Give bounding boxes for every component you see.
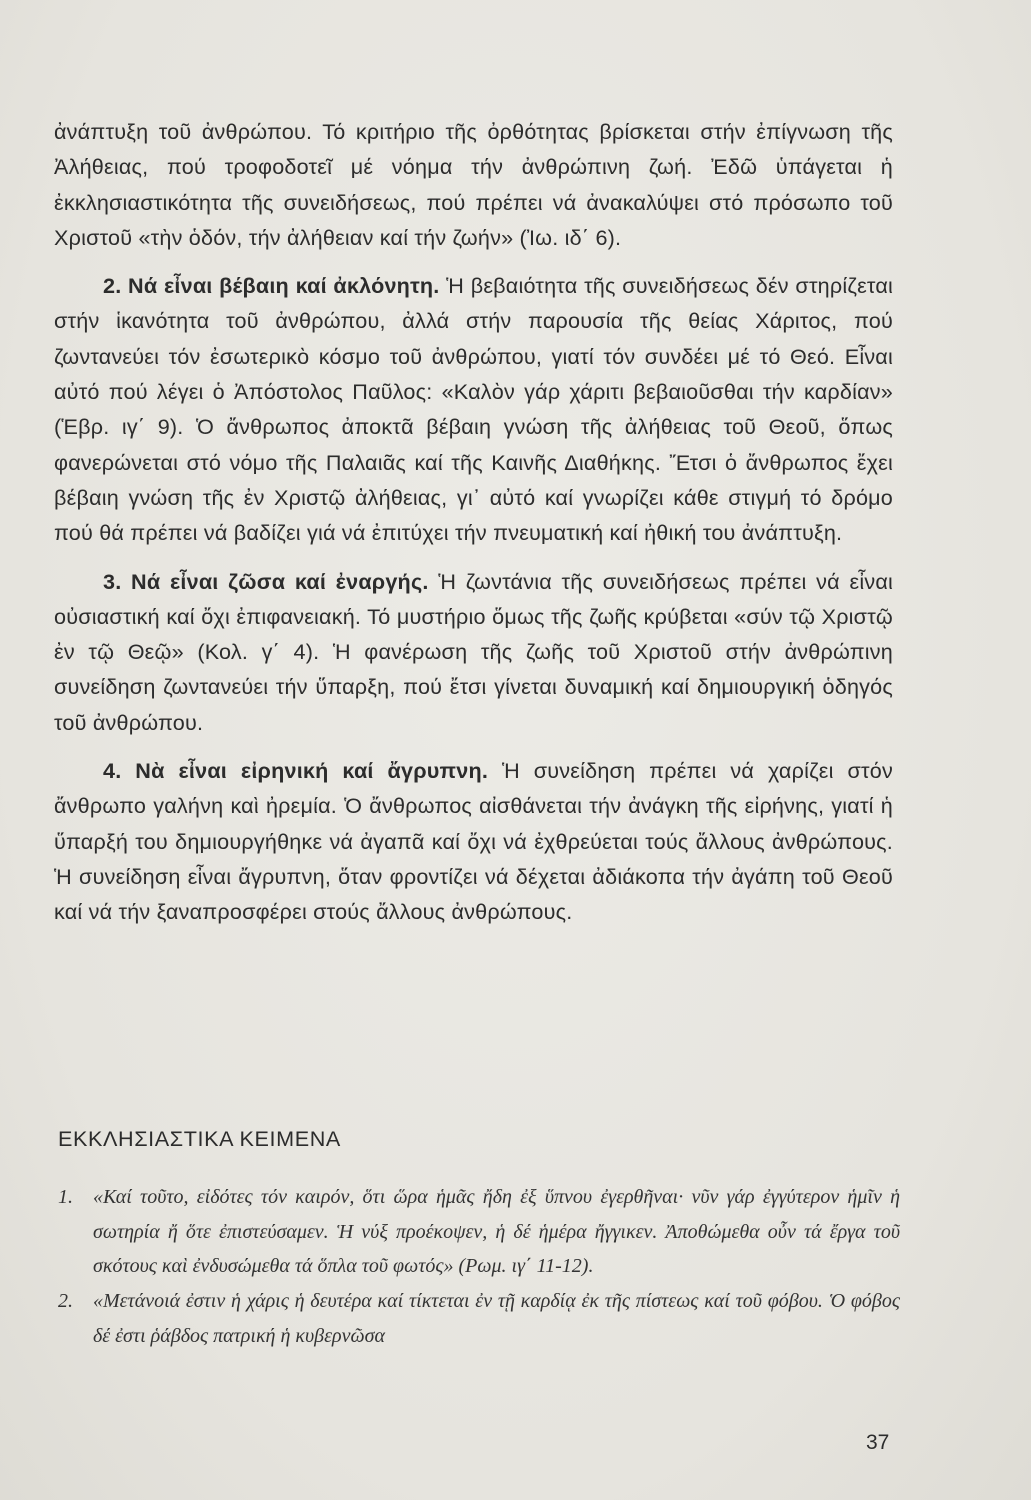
quote-item bbox=[58, 1180, 900, 1284]
paragraph-text: Ἡ ζωντάνια τῆς συνειδήσεως πρέπει νά εἶναι οὐσιαστική καί ὄχι ἐπιφανειακή. Τό μυστήριο ὅμως τῆς ζωῆς κρύβεται «σύν τῷ Χριστῷ ἐν τῷ Θεῷ» (Κολ. γ΄ 4). Ἡ φανέρωση τῆς ζωῆς τοῦ Χριστοῦ στήν ἀνθρώπινη συνείδηση ζωντανεύει τήν ὕπαρξη, πού ἔτσι γίνεται δυναμική καί δημιουργική ὁδηγός τοῦ ἀνθρώπου. bbox=[54, 568, 893, 735]
paragraph-intro bbox=[54, 114, 893, 255]
paragraph-text: Ἡ βεβαιότητα τῆς συνειδήσεως δέν στηρίζεται στήν ἱκανότητα τοῦ ἀνθρώπου, ἀλλά στήν παρουσία τῆς θείας Χάριτος, πού ζωντανεύει τόν ἐσωτερικὸ κόσμο τοῦ ἀνθρώπου, γιατί τόν συνδέει μέ τό Θεό. Εἶναι αὐτό πού λέγει ὁ Ἀπόστολος Παῦλος: «Καλὸν γάρ χάριτι βεβαιοῦσθαι τήν καρδίαν» (Ἑβρ. ιγ΄ 9). Ὁ ἄνθρωπος ἀποκτᾶ βέβαιη γνώση τῆς ἀλήθειας τοῦ Θεοῦ, ὅπως φανερώνεται στό νόμο τῆς Παλαιᾶς καί τῆς Καινῆς Διαθήκης. Ἔτσι ὁ ἄνθρωπος ἔχει βέβαιη γνώση τῆς ἐν Χριστῷ ἀλήθειας, γι᾽ αὐτό καί γνωρίζει κάθε στιγμή τό δρόμο πού θά πρέπει νά βαδίζει γιά νά ἐπιτύχει τήν πνευματική καί ἠθική του ἀνάπτυξη. bbox=[54, 273, 894, 546]
section-title: ΕΚΚΛΗΣΙΑΣΤΙΚΑ ΚΕΙΜΕΝΑ bbox=[58, 1126, 341, 1151]
quotes-list bbox=[58, 1180, 900, 1354]
quote-item bbox=[58, 1284, 900, 1353]
body-text bbox=[54, 114, 893, 930]
quote-text: «Μετάνοιά ἐστιν ἡ χάρις ἡ δευτέρα καί τίκτεται ἐν τῇ καρδίᾳ ἐκ τῆς πίστεως καί τοῦ φόβου. Ὁ φόβος δέ ἐστι ῥάβδος πατρική ἡ κυβερνῶσα bbox=[93, 1290, 900, 1347]
paragraph-section-3 bbox=[54, 564, 893, 740]
paragraph-section-4 bbox=[54, 753, 893, 929]
quote-text: «Καί τοῦτο, εἰδότες τόν καιρόν, ὅτι ὥρα ἡμᾶς ἤδη ἐξ ὕπνου ἐγερθῆναι· νῦν γάρ ἐγγύτερον ἡμῖν ἡ σωτηρία ἤ ὅτε ἐπιστεύσαμεν. Ἡ νύξ προέκοψεν, ἡ δέ ἡμέρα ἤγγικεν. Ἀποθώμεθα οὖν τά ἔργα τοῦ σκότους καὶ ἐνδυσώμεθα τά ὅπλα τοῦ φωτός» (Ρωμ. ιγ΄ 11-12). bbox=[93, 1186, 900, 1278]
paragraph-section-2 bbox=[54, 268, 893, 550]
section-heading: 4. Νὰ εἶναι εἰρηνική καί ἄγρυπνη. bbox=[103, 758, 489, 784]
section-heading: 2. Νά εἶναι βέβαιη καί ἀκλόνητη. bbox=[103, 273, 440, 299]
paragraph-text: ἀνάπτυξη τοῦ ἀνθρώπου. Τό κριτήριο τῆς ὀρθότητας βρίσκεται στήν ἐπίγνωση τῆς Ἀλήθειας, πού τροφοδοτεῖ μέ νόημα τήν ἀνθρώπινη ζωή. Ἐδῶ ὑπάγεται ἡ ἐκκλησιαστικότητα τῆς συνειδήσεως, πού πρέπει νά ἀνακαλύψει στό πρόσωπο τοῦ Χριστοῦ «τὴν ὁδόν, τήν ἀλήθειαν καί τήν ζωήν» (Ἰω. ιδ΄ 6). bbox=[54, 119, 893, 250]
paragraph-text: Ἡ συνείδηση πρέπει νά χαρίζει στόν ἄνθρωπο γαλήνη καὶ ἠρεμία. Ὁ ἄνθρωπος αἰσθάνεται τήν ἀνάγκη τῆς εἰρήνης, γιατί ἡ ὕπαρξή του δημιουργήθηκε νά ἀγαπᾶ καί ὄχι νά ἐχθρεύεται τούς ἄλλους ἀνθρώπους. Ἡ συνείδηση εἶναι ἄγρυπνη, ὅταν φροντίζει νά δέχεται ἀδιάκοπα τήν ἀγάπη τοῦ Θεοῦ καί νά τήν ξαναπροσφέρει στούς ἄλλους ἀνθρώπους. bbox=[54, 758, 893, 925]
section-heading: 3. Νά εἶναι ζῶσα καί ἐναργής. bbox=[103, 568, 429, 594]
page-number: 37 bbox=[866, 1431, 890, 1454]
quote-number: 2. bbox=[58, 1290, 73, 1313]
quote-number: 1. bbox=[58, 1186, 73, 1208]
